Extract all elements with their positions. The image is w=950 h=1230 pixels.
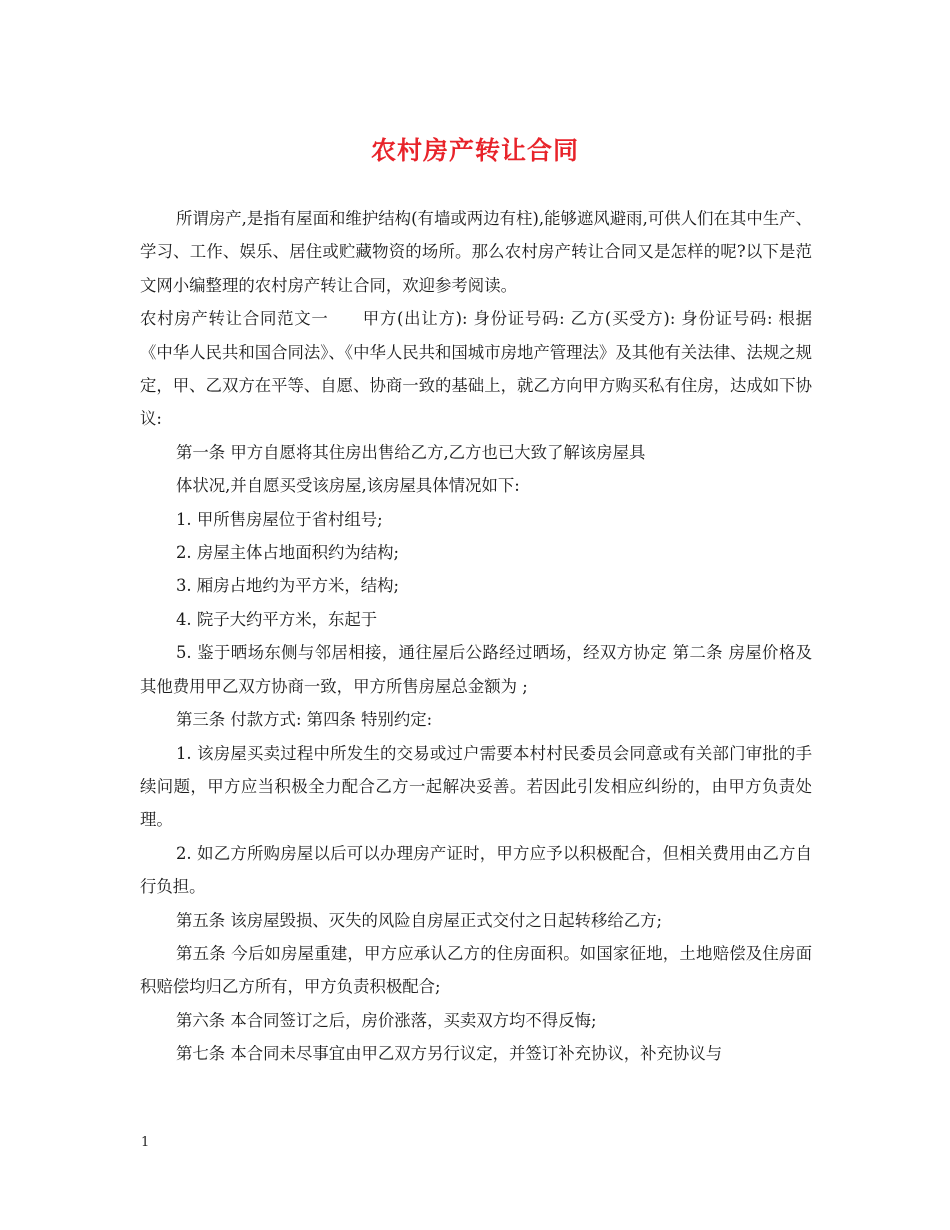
- paragraph: 第六条 本合同签订之后，房价涨落，买卖双方均不得反悔;: [176, 1010, 597, 1030]
- list-item: 1. 该房屋买卖过程中所发生的交易或过户需要本村村民委员会同意或有关部门审批的手续问题，甲方应当积极全力配合乙方一起解决妥善。若因此引发相应纠纷的，由甲方负责处理。: [140, 743, 812, 830]
- paragraph: 所谓房产,是指有屋面和维护结构(有墙或两边有柱),能够遮风避雨,可供人们在其中生产、学习、工作、娱乐、居住或贮藏物资的场所。那么农村房产转让合同又是怎样的呢?以下是范文网小编整理的农村房产转让合同，欢迎参考阅读。: [140, 209, 812, 295]
- list-item: 3. 厢房占地约为平方米，结构;: [176, 576, 400, 596]
- document-body: [140, 202, 812, 1071]
- list-item: 2. 房屋主体占地面积约为结构;: [176, 543, 400, 563]
- paragraph: 第七条 本合同未尽事宜由甲乙双方另行议定，并签订补充协议，补充协议与: [176, 1044, 723, 1064]
- list-item: 4. 院子大约平方米，东起于: [176, 609, 378, 629]
- paragraph: 第一条 甲方自愿将其住房出售给乙方,乙方也已大致了解该房屋具: [176, 442, 646, 462]
- document-title: 农村房产转让合同: [370, 136, 579, 165]
- page-number: 1: [141, 1135, 150, 1150]
- paragraph: 体状况,并自愿买受该房屋,该房屋具体情况如下:: [176, 476, 520, 496]
- list-item: 2. 如乙方所购房屋以后可以办理房产证时，甲方应予以积极配合，但相关费用由乙方自行负担。: [140, 843, 812, 897]
- paragraph: 农村房产转让合同范文一 甲方(出让方): 身份证号码: 乙方(买受方): 身份证号码: 根据《中华人民共和国合同法》、《中华人民共和国城市房地产管理法》及其他有关法律、法规之规定，甲、乙双方在平等、自愿、协商一致的基础上，就乙方向甲方购买私有住房，达成如下协议:: [140, 309, 813, 429]
- list-item: 1. 甲所售房屋位于省村组号;: [176, 509, 383, 529]
- list-item: 5. 鉴于晒场东侧与邻居相接，通往屋后公路经过晒场，经双方协定 第二条 房屋价格及其他费用甲乙双方协商一致，甲方所售房屋总金额为 ;: [140, 643, 812, 696]
- paragraph: 第五条 该房屋毁损、灭失的风险自房屋正式交付之日起转移给乙方;: [176, 910, 663, 930]
- paragraph: 第三条 付款方式: 第四条 特别约定:: [176, 710, 433, 730]
- paragraph: 第五条 今后如房屋重建，甲方应承认乙方的住房面积。如国家征地，土地赔偿及住房面积赔偿均归乙方所有，甲方负责积极配合;: [140, 943, 812, 997]
